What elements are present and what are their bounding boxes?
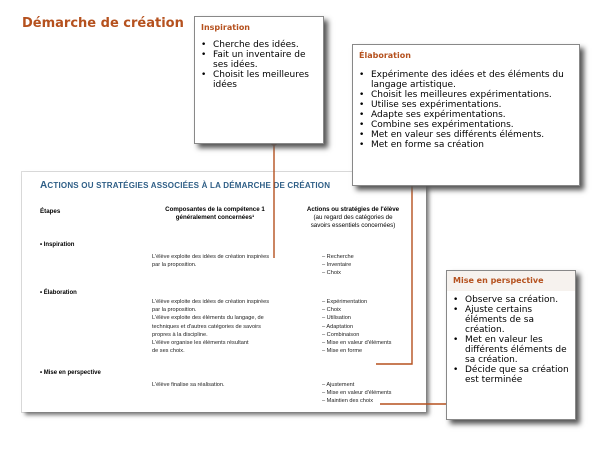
component-line: propres à la discipline. bbox=[152, 331, 208, 338]
callout-item: • Utilise ses expérimentations. bbox=[357, 100, 573, 110]
callout-item: • Décide que sa création est terminée bbox=[451, 365, 569, 385]
component-line: par la proposition. bbox=[152, 307, 197, 314]
connector-elaboration bbox=[376, 170, 412, 364]
callout-item: • Ajuste certains éléments de sa création. bbox=[451, 305, 569, 335]
action-item: – Inventaire bbox=[322, 261, 354, 269]
action-item: – Combinaison bbox=[322, 331, 391, 339]
component-line: L'élève exploite des idées de création inspirées bbox=[152, 254, 270, 260]
document-title-rest: CTIONS OU STRATÉGIES ASSOCIÉES À LA DÉMARCHE DE CRÉATION bbox=[47, 181, 331, 190]
callout-item: • Choisit les meilleures idées bbox=[199, 70, 317, 90]
component-line: L'élève exploite des idées de création inspirées bbox=[152, 299, 270, 305]
action-item: – Recherche bbox=[322, 253, 354, 261]
callout-item: • Met en valeur ses différents éléments. bbox=[357, 130, 573, 140]
callout-item: • Choisit les meilleures expérimentations. bbox=[357, 90, 573, 100]
callout-list-elaboration bbox=[353, 68, 579, 150]
action-item: – Expérimentation bbox=[322, 298, 391, 306]
column-header-etapes: Étapes bbox=[40, 208, 61, 215]
component-line: par la proposition. bbox=[152, 262, 197, 269]
column-header-composantes-line2: généralement concernées¹ bbox=[175, 214, 255, 221]
action-item: – Utilisation bbox=[322, 314, 391, 322]
action-item: – Mise en forme bbox=[322, 347, 391, 355]
section-label-inspiration: • Inspiration bbox=[40, 242, 75, 248]
callout-list-mise-en-perspective bbox=[447, 291, 575, 385]
component-line: L'élève finalise sa réalisation. bbox=[152, 382, 225, 388]
callout-title-inspiration: Inspiration bbox=[201, 23, 251, 32]
section-label-elaboration: • Élaboration bbox=[40, 290, 77, 296]
section-label-mise-en-perspective: • Mise en perspective bbox=[40, 370, 101, 376]
document-title-initial: A bbox=[40, 180, 48, 191]
callout-item: • Met en valeur les différents éléments de sa création. bbox=[451, 335, 569, 365]
callout-inspiration bbox=[194, 16, 324, 144]
component-line: techniques et d'autres catégories de savoirs bbox=[152, 323, 261, 330]
callout-item: • Fait un inventaire de ses idées. bbox=[199, 50, 317, 70]
action-item: – Ajustement bbox=[322, 381, 391, 389]
callout-item: • Cherche des idées. bbox=[199, 40, 317, 50]
column-header-actions-line2: (au regard des catégories de bbox=[313, 214, 393, 221]
callout-item: • Expérimente des idées et des éléments du langage artistique. bbox=[357, 70, 573, 90]
component-line: L'élève exploite des éléments du langage, de bbox=[152, 315, 264, 322]
callout-title-mise-en-perspective: Mise en perspective bbox=[447, 271, 575, 291]
page-title: Démarche de création bbox=[22, 16, 184, 31]
action-item: – Choix bbox=[322, 306, 391, 314]
component-line: L'élève organise les éléments résultant bbox=[152, 340, 249, 347]
callout-item: • Combine ses expérimentations. bbox=[357, 120, 573, 130]
callout-list-inspiration bbox=[195, 38, 323, 90]
action-item: – Mise en valeur d'éléments bbox=[322, 389, 391, 397]
column-header-composantes-line1: Composantes de la compétence 1 bbox=[165, 206, 265, 213]
callout-item: • Adapte ses expérimentations. bbox=[357, 110, 573, 120]
callout-item: • Observe sa création. bbox=[451, 295, 569, 305]
callout-item: • Met en forme sa création bbox=[357, 140, 573, 150]
column-header-actions-line1: Actions ou stratégies de l'élève bbox=[306, 206, 400, 213]
component-line: de ses choix. bbox=[152, 348, 185, 355]
callout-mise-en-perspective bbox=[446, 270, 576, 420]
action-item: – Mise en valeur d'éléments bbox=[322, 339, 391, 347]
column-header-actions-line3: savoirs essentiels concernées) bbox=[310, 222, 396, 229]
action-item: – Adaptation bbox=[322, 323, 391, 331]
callout-elaboration bbox=[352, 44, 580, 186]
callout-title-elaboration: Élaboration bbox=[359, 51, 411, 60]
action-item: – Choix bbox=[322, 269, 354, 277]
action-item: – Maintien des choix bbox=[322, 397, 391, 405]
